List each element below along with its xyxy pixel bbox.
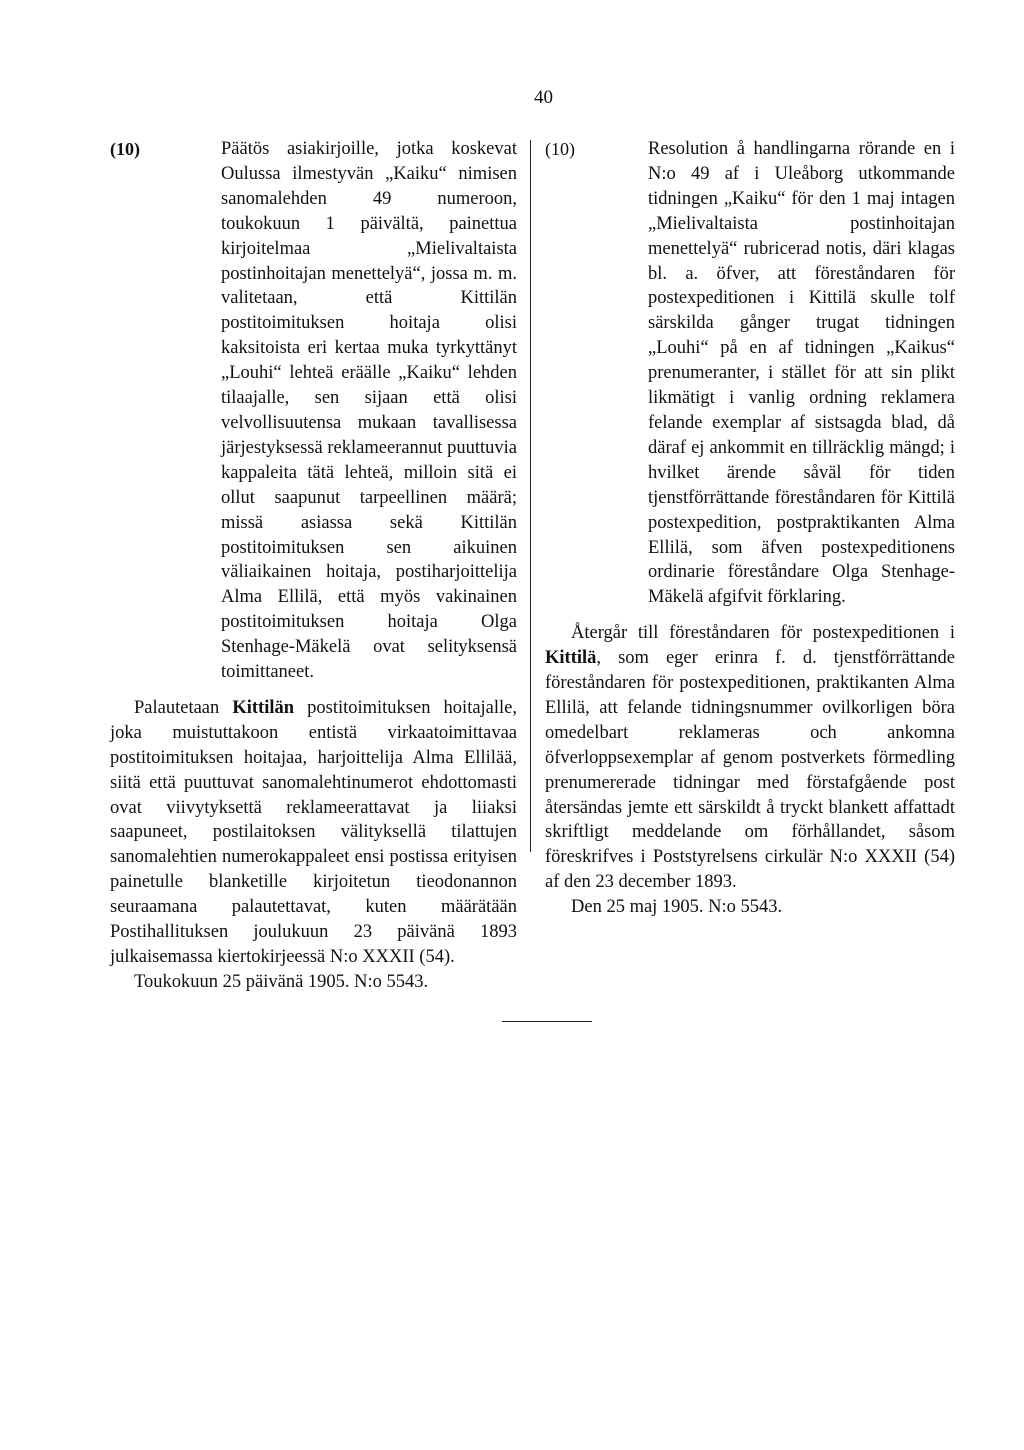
swedish-return-lead: Återgår till föreståndaren för postexpeditionen i: [571, 623, 955, 644]
finnish-entry: [110, 137, 517, 685]
swedish-return-paragraph: [545, 621, 955, 895]
finnish-return-rest: postitoimituksen hoitajalle, joka muistuttakoon entistä virkaatoimittavaa postitoimituksen hoitajaa, harjoittelija Alma Ellilää, siitä että puuttuvat sanomalehtinumerot ehdottomasti ovat viivytyksettä reklameerattavat ja liiaksi saapuneet, postilaitoksen välityksellä tilattujen sanomalehtien numerokappaleet ensi postissa erityisen painetulle blanketille kirjoitetun tieodonannon seuraamana palautettavat, kuten määrätään Postihallituksen joulukuun 23 päivänä 1893 julkaisemassa kiertokirjeessä N:o XXXII (54).: [110, 697, 518, 967]
page-number: 40: [534, 87, 553, 108]
finnish-dateline: Toukokuun 25 päivänä 1905. N:o 5543.: [134, 971, 429, 992]
swedish-dateline: Den 25 maj 1905. N:o 5543.: [571, 897, 783, 918]
finnish-column: [110, 137, 517, 995]
swedish-return-rest: , som eger erinra f. d. tjenstförrättande föreståndaren för postexpeditionen, praktikanten Alma Ellilä, att felande tidningsnummer ovilkorligen böra omedelbart reklameras och ankomna öfverloppsexemplar af genom postverkets förmedling prenumererade tidningar med förstafgående post återsändas jemte ett särskildt å tryckt blankett affattadt skriftligt meddelande om förhållandet, såsom föreskrifves i Poststyrelsens cirkulär N:o XXXII (54) af den 23 december 1893.: [545, 648, 955, 893]
finnish-return-paragraph: [110, 696, 517, 970]
swedish-return-name: Kittilä: [545, 648, 597, 669]
finnish-entry-number: (10): [110, 139, 140, 159]
finnish-return-lead: Palautetaan: [134, 697, 220, 718]
finnish-return-name: Kittilän: [232, 697, 295, 718]
swedish-entry-number: (10): [545, 139, 575, 159]
bottom-rule: [502, 1021, 592, 1022]
column-divider: [530, 140, 531, 852]
swedish-entry: [545, 137, 955, 610]
swedish-resolution-text: Resolution å handlingarna rörande en i N:o 49 af i Uleåborg utkommande tidningen „Kaiku“ för den 1 maj intagen „Mielivaltaista postinhoitajan menettelyä“ rubricerad notis, däri klagas bl. a. öfver, att föreståndaren för postexpeditionen i Kittilä skulle tolf särskilda gånger trugat tidningen „Louhi“ på en af tidningen „Kaikus“ prenumeranter, i stället för att sin plikt likmätigt i vanlig ordning reklamera felande exemplar af sistsagda blad, då däraf ej ankommit en tillräcklig mängd; i hvilket ärende såväl för tiden tjenstförrättande föreståndaren för Kittilä postexpedition, postpraktikanten Alma Ellilä, som äfven postexpeditionens ordinarie föreståndare Olga Stenhage-Mäkelä afgifvit förklaring.: [648, 139, 955, 608]
finnish-resolution-text: Päätös asiakirjoille, jotka koskevat Oulussa ilmestyvän „Kaiku“ nimisen sanomalehden 49 numeroon, toukokuun 1 päivältä, painettua kirjoitelmaa „Mielivaltaista postinhoitajan menettelyä“, jossa m. m. valitetaan, että Kittilän postitoimituksen hoitaja olisi kaksitoista eri kertaa muka tyrkyttänyt „Louhi“ lehteä eräälle „Kaiku“ lehden tilaajalle, sen sijaan että olisi velvollisuutensa mukaan tavallisessa järjestyksessä reklameerannut puuttuvia kappaleita tätä lehteä, milloin sitä ei ollut saapunut tarpeellinen määrä; missä asiassa sekä Kittilän postitoimituksen sen aikuinen väliaikainen hoitaja, postiharjoittelija Alma Ellilä, että myös vakinainen postitoimituksen hoitaja Olga Stenhage-Mäkelä ovat selityksensä toimittaneet.: [221, 139, 517, 683]
swedish-column: [545, 137, 955, 920]
